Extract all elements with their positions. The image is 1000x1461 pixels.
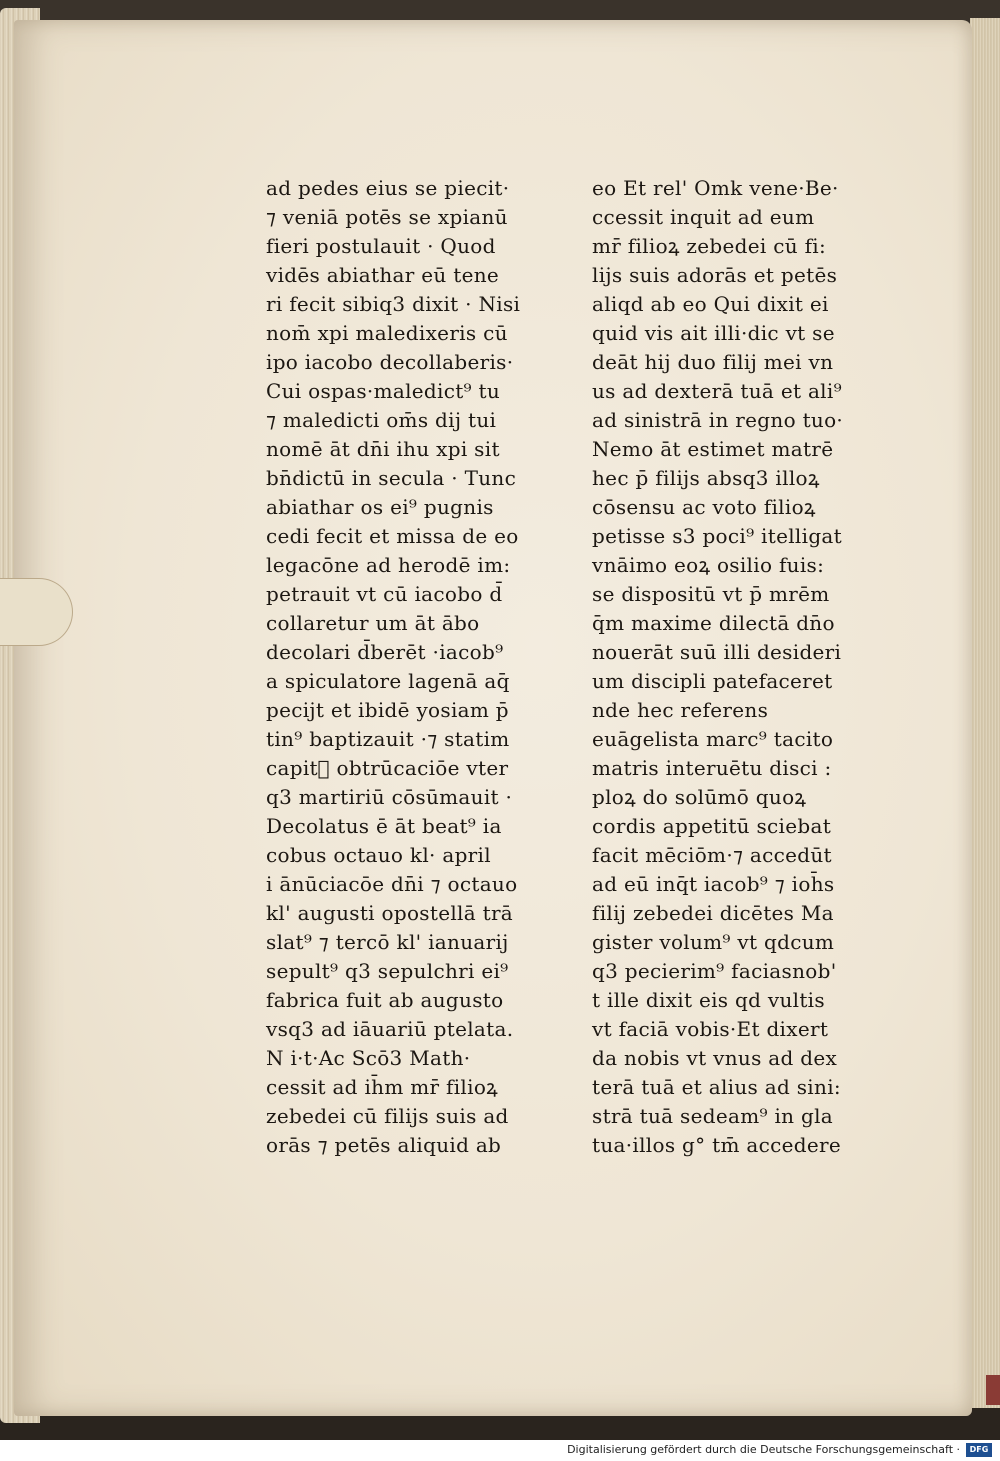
text-line: vsq3 ad iāuariū ptelata. (266, 1017, 514, 1041)
funding-notice: Digitalisierung gefördert durch die Deutsche Forschungsgemeinschaft · (567, 1443, 960, 1456)
text-line: ipo iacobo decollaberis· (266, 350, 514, 374)
text-line: nouerāt suū illi desideri (592, 640, 842, 664)
text-line: Nemo āt estimet matrē (592, 437, 834, 461)
text-line: petrauit vt cū iacobo d̄ (266, 582, 503, 606)
text-line: matris interuētu disci : (592, 756, 832, 780)
text-line: sepult⁹ q3 sepulchri ei⁹ (266, 959, 509, 983)
text-line: q̄m maxime dilectā dn̄o (592, 611, 835, 635)
text-line: decolari d̄berēt ·iacob⁹ (266, 640, 504, 664)
text-line: zebedei cū filijs suis ad (266, 1104, 509, 1128)
text-line: quid vis ait illi·dic vt se (592, 321, 835, 345)
text-line: q3 martiriū cōsūmauit · (266, 785, 513, 809)
text-line: deāt hij duo filij mei vn (592, 350, 834, 374)
text-line: kl' augusti opostellā trā (266, 901, 514, 925)
text-line: capit᷑ obtrūcaciōe vter (266, 756, 509, 780)
text-line: cobus octauo kl· april (266, 843, 491, 867)
text-line: us ad dexterā tuā et ali⁹ (592, 379, 842, 403)
text-line: bn̄dictū in secula · Tunc (266, 466, 517, 490)
text-line: terā tuā et alius ad sini: (592, 1075, 841, 1099)
text-line: pecijt et ibidē yosiam p̄ (266, 698, 509, 722)
binding-edge (986, 1375, 1000, 1405)
text-line: ad eū inq̄t iacob⁹ ⁊ ioh̄s (592, 872, 835, 896)
text-line: lijs suis adorās et petēs (592, 263, 838, 287)
text-line: q3 pecierim⁹ faciasnob' (592, 959, 837, 983)
text-line: ad sinistrā in regno tuo· (592, 408, 844, 432)
text-line: ⁊ maledicti om̄s dij tui (266, 408, 497, 432)
text-line: cōsensu ac voto filioꝝ (592, 495, 816, 519)
text-line: da nobis vt vnus ad dex (592, 1046, 838, 1070)
text-line: vidēs abiathar eū tene (266, 263, 500, 287)
dfg-logo: DFG (966, 1443, 992, 1457)
text-line: gister volum⁹ vt qdcum (592, 930, 835, 954)
text-line: nomē āt dn̄i ihu xpi sit (266, 437, 500, 461)
text-line: hec p̄ filijs absq3 illoꝝ (592, 466, 820, 490)
text-line: nom̄ xpi maledixeris cū (266, 321, 508, 345)
text-line: fabrica fuit ab augusto (266, 988, 504, 1012)
text-line: orās ⁊ petēs aliquid ab (266, 1133, 502, 1157)
text-line: cordis appetitū sciebat (592, 814, 832, 838)
text-line: ⁊ veniā potēs se xpianū (266, 205, 508, 229)
text-line: euāgelista marc⁹ tacito (592, 727, 834, 751)
text-line: petisse s3 poci⁹ itelligat (592, 524, 842, 548)
text-line: Cui ospas·maledict⁹ tu (266, 379, 501, 403)
text-line: nde hec referens (592, 698, 769, 722)
text-line: strā tuā sedeam⁹ in gla (592, 1104, 834, 1128)
text-line: fieri postulauit · Quod (266, 234, 496, 258)
text-line: ri fecit sibiq3 dixit · Nisi (266, 292, 521, 316)
text-line: legacōne ad herodē im: (266, 553, 511, 577)
text-line: filij zebedei dicētes Ma (592, 901, 834, 925)
text-line: ploꝝ do solūmō quoꝝ (592, 785, 807, 809)
text-line: N i·t·Ac Scō3 Math· (266, 1046, 471, 1070)
text-line: cedi fecit et missa de eo (266, 524, 519, 548)
text-line: eo Et rel' Omk vene·Be· (592, 176, 839, 200)
text-line: tin⁹ baptizauit ·⁊ statim (266, 727, 510, 751)
text-line: um discipli patefaceret (592, 669, 833, 693)
text-line: abiathar os ei⁹ pugnis (266, 495, 494, 519)
text-line: Decolatus ē āt beat⁹ ia (266, 814, 502, 838)
text-line: mr̄ filioꝝ zebedei cū fi: (592, 234, 827, 258)
left-text-column (266, 174, 520, 1160)
text-line: vt faciā vobis·Et dixert (592, 1017, 829, 1041)
page-tab (0, 578, 73, 646)
text-line: t ille dixit eis qd vultis (592, 988, 825, 1012)
text-line: slat⁹ ⁊ tercō kl' ianuarij (266, 930, 509, 954)
text-line: ccessit inquit ad eum (592, 205, 815, 229)
text-line: tua·illos g° tm̄ accedere (592, 1133, 841, 1157)
text-line: i ānūciacōe dn̄i ⁊ octauo (266, 872, 518, 896)
text-line: aliqd ab eo Qui dixit ei (592, 292, 829, 316)
text-line: facit mēciōm·⁊ accedūt (592, 843, 832, 867)
text-line: ad pedes eius se piecit· (266, 176, 510, 200)
text-line: vnāimo eoꝝ osilio fuis: (592, 553, 825, 577)
text-line: cessit ad ih̄m mr̄ filioꝝ (266, 1075, 499, 1099)
right-page-edges (970, 18, 1000, 1408)
text-line: collaretur um āt ābo (266, 611, 480, 635)
right-text-column (592, 174, 843, 1160)
text-line: a spiculatore lagenā aq̄ (266, 669, 510, 693)
text-line: se dispositū vt p̄ mrēm (592, 582, 830, 606)
footer-bar (0, 1440, 1000, 1461)
